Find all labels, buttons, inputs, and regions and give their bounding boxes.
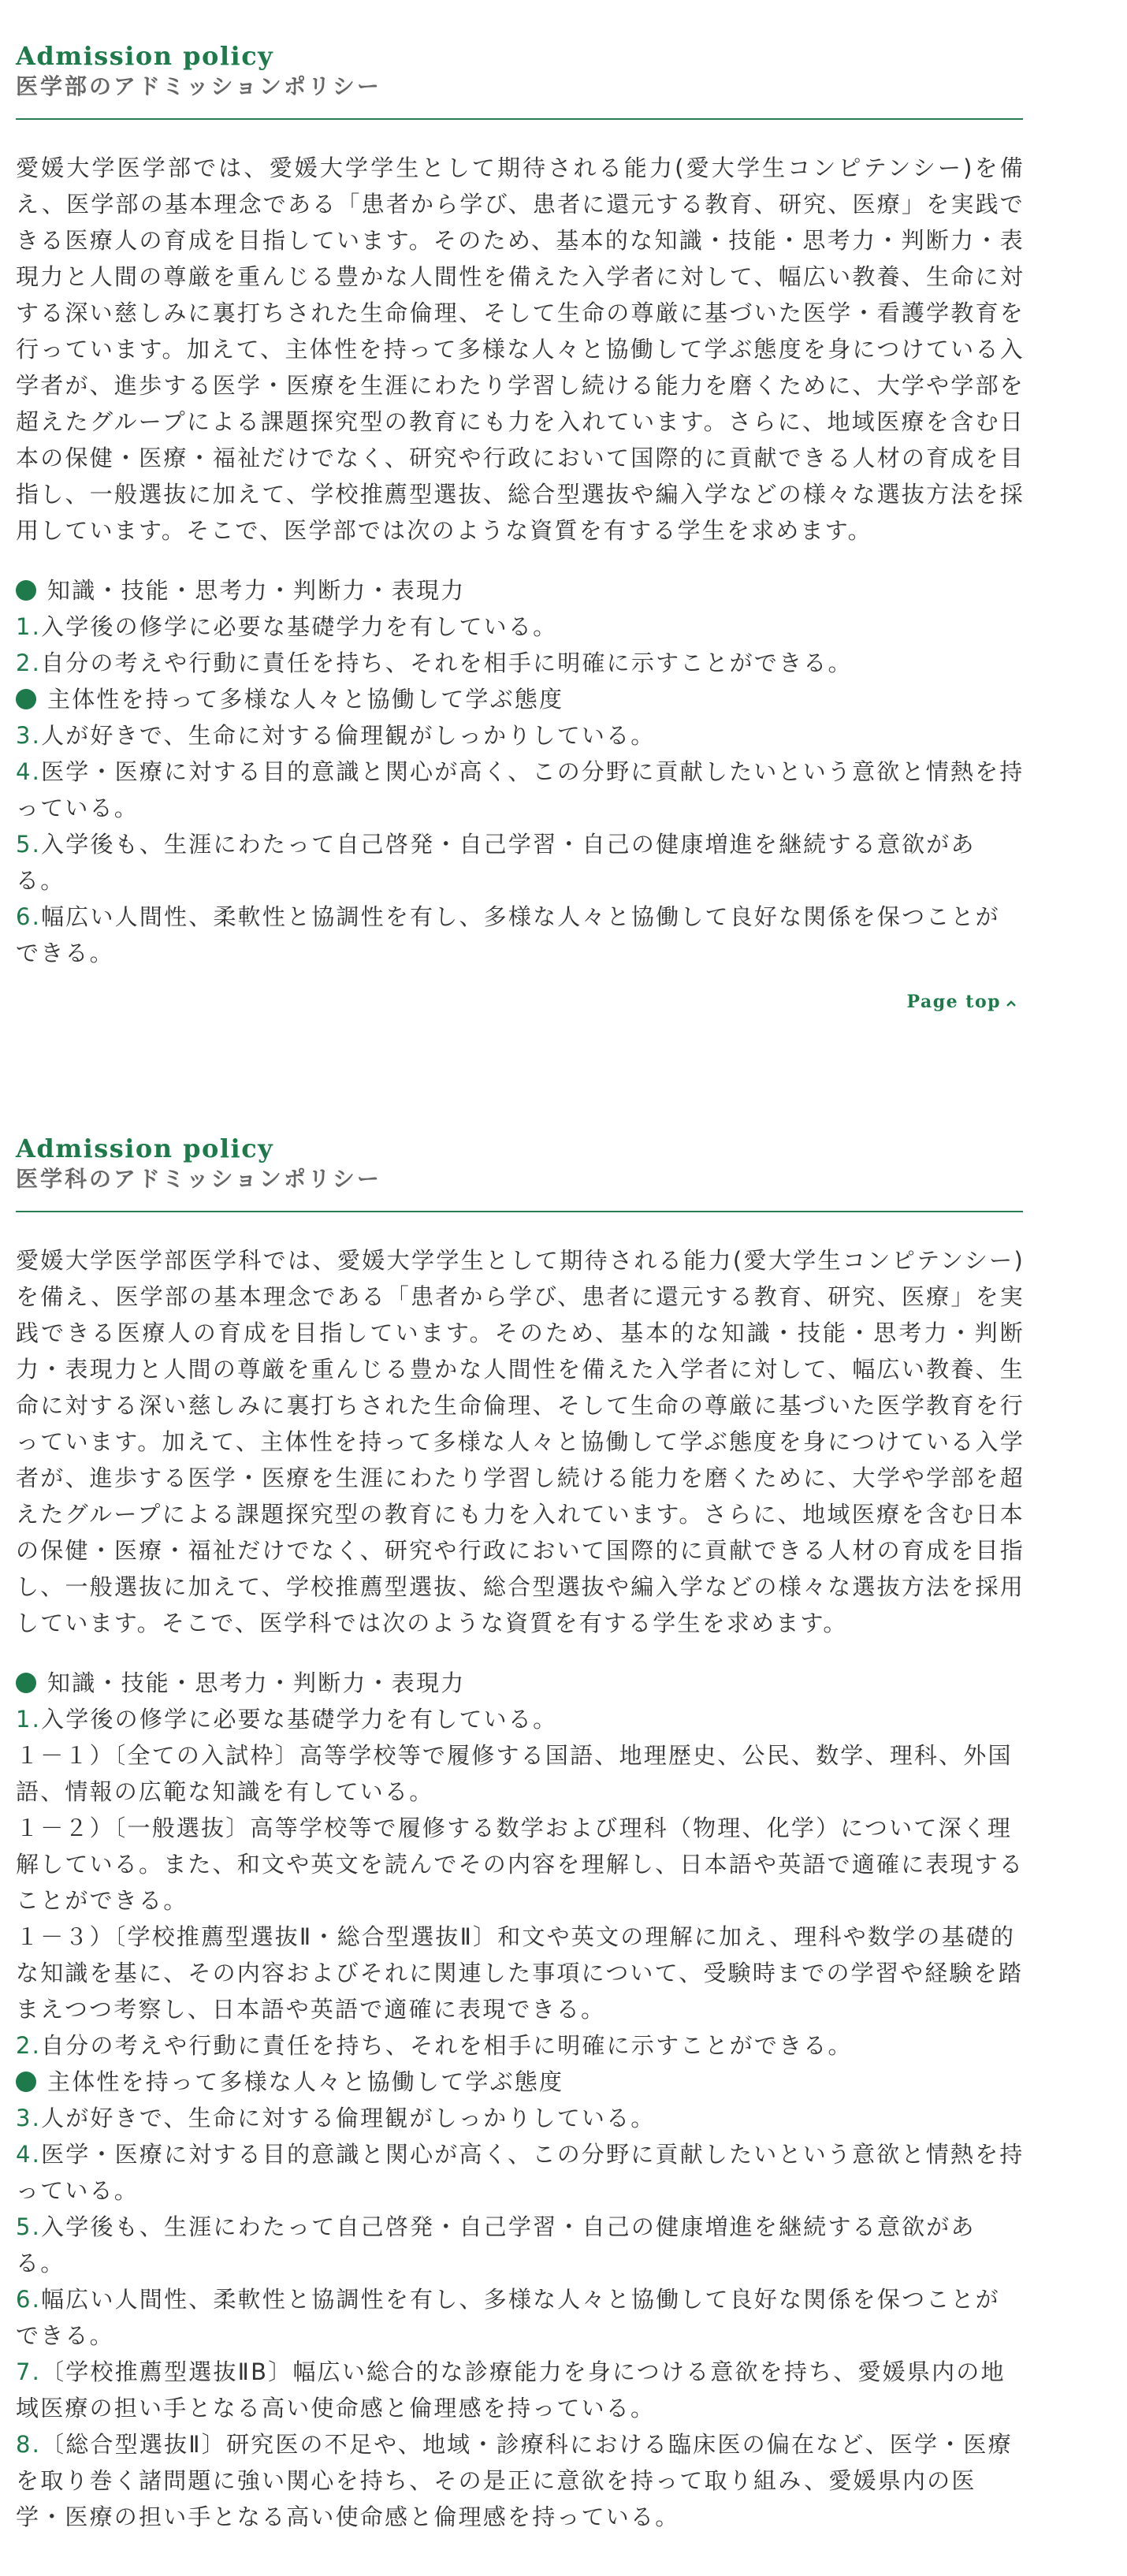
policy-list-item xyxy=(16,2100,1025,2136)
item-number: 6. xyxy=(16,903,42,930)
item-text: 自分の考えや行動に責任を持ち、それを相手に明確に示すことができる。 xyxy=(41,650,853,676)
item-text: 入学後の修学に必要な基礎学力を有している。 xyxy=(41,613,558,640)
section-intro-paragraph: 愛媛大学医学部医学科では、愛媛大学学生として期待される能力(愛大学生コンピテンシー)を備え、医学部の基本理念である「患者から学び、患者に還元する教育、研究、医療」を実践できる医療人の育成を目指しています。そのため、基本的な知識・技能・思考力・判断力・表現力と人間の尊厳を重んじる豊かな人間性を備えた入学者に対して、幅広い教養、生命に対する深い慈しみに裏打ちされた生命倫理、そして生命の尊厳に基づいた医学教育を行っています。加えて、主体性を持って多様な人々と協働して学ぶ態度を身につけている入学者が、進歩する医学・医療を生涯にわたり学習し続ける能力を磨くために、大学や学部を超えたグループによる課題探究型の教育にも力を入れています。さらに、地域医療を含む日本の保健・医療・福祉だけでなく、研究や行政において国際的に貢献できる人材の育成を目指し、一般選抜に加えて、学校推薦型選抜、総合型選抜や編入学などの様々な選抜方法を採用しています。そこで、医学科では次のような資質を有する学生を求めます。 xyxy=(16,1247,1025,1636)
policy-list xyxy=(16,572,1025,971)
admission-policy-faculty-section xyxy=(16,39,1025,1012)
policy-list-item xyxy=(16,2136,1025,2209)
item-text: １－２）〔一般選抜〕高等学校等で履修する数学および理科（物理、化学）について深く理解している。また、和文や英文を読んでその内容を理解し、日本語や英語で適確に表現することができる。 xyxy=(16,1815,1025,1914)
item-number: 6. xyxy=(16,2286,42,2313)
policy-list-item xyxy=(16,1701,1025,1737)
policy-list-item xyxy=(16,1737,1025,1810)
policy-list-item xyxy=(16,2209,1025,2281)
item-text: 自分の考えや行動に責任を持ち、それを相手に明確に示すことができる。 xyxy=(41,2032,853,2059)
chevron-up-icon xyxy=(1006,1000,1017,1007)
item-text: 知識・技能・思考力・判断力・表現力 xyxy=(47,577,466,604)
item-number: 2. xyxy=(16,2032,42,2059)
item-text: 〔学校推薦型選抜ⅡB〕幅広い総合的な診療能力を身につける意欲を持ち、愛媛県内の地域医療の担い手となる高い使命感と倫理感を持っている。 xyxy=(16,2358,1006,2422)
bullet-circle-icon xyxy=(16,580,36,601)
section-heading-ja: 医学科のアドミッションポリシー xyxy=(16,1166,381,1192)
section-intro-paragraph: 愛媛大学医学部では、愛媛大学学生として期待される能力(愛大学生コンピテンシー)を備え、医学部の基本理念である「患者から学び、患者に還元する教育、研究、医療」を実践できる医療人の育成を目指しています。そのため、基本的な知識・技能・思考力・判断力・表現力と人間の尊厳を重んじる豊かな人間性を備えた入学者に対して、幅広い教養、生命に対する深い慈しみに裏打ちされた生命倫理、そして生命の尊厳に基づいた医学・看護学教育を行っています。加えて、主体性を持って多様な人々と協働して学ぶ態度を身につけている入学者が、進歩する医学・医療を生涯にわたり学習し続ける能力を磨くために、大学や学部を超えたグループによる課題探究型の教育にも力を入れています。さらに、地域医療を含む日本の保健・医療・福祉だけでなく、研究や行政において国際的に貢献できる人材の育成を目指し、一般選抜に加えて、学校推薦型選抜、総合型選抜や編入学などの様々な選抜方法を採用しています。そこで、医学部では次のような資質を有する学生を求めます。 xyxy=(16,154,1025,544)
policy-list-item xyxy=(16,754,1025,826)
item-number: 3. xyxy=(16,2105,42,2131)
policy-list-item xyxy=(16,826,1025,899)
item-text: 〔総合型選抜Ⅱ〕研究医の不足や、地域・診療科における臨床医の偏在など、医学・医療を取り巻く諸問題に強い関心を持ち、その是正に意欲を持って取り組み、愛媛県内の医学・医療の担い手となる高い使命感と倫理感を持っている。 xyxy=(16,2431,1013,2530)
item-number: 8. xyxy=(16,2431,42,2458)
item-text: 主体性を持って多様な人々と協働して学ぶ態度 xyxy=(47,2068,564,2095)
section-heading-ja: 医学部のアドミッションポリシー xyxy=(16,73,381,99)
item-number: 3. xyxy=(16,722,42,749)
item-text: 入学後も、生涯にわたって自己啓発・自己学習・自己の健康増進を継続する意欲がある。 xyxy=(16,831,976,894)
section-divider xyxy=(16,118,1023,120)
item-number: 7. xyxy=(16,2358,42,2385)
item-text: 人が好きで、生命に対する倫理観がしっかりしている。 xyxy=(41,722,656,749)
admission-policy-medicine-section xyxy=(16,1132,1025,2535)
item-text: 医学・医療に対する目的意識と関心が高く、この分野に貢献したいという意欲と情熱を持っている。 xyxy=(16,2141,1025,2204)
policy-list-item xyxy=(16,2027,1025,2064)
item-number: 1. xyxy=(16,613,42,640)
policy-category-heading xyxy=(16,2064,1025,2100)
policy-category-heading xyxy=(16,572,1025,609)
item-number: 2. xyxy=(16,650,42,676)
item-text: １－１）〔全ての入試枠〕高等学校等で履修する国語、地理歴史、公民、数学、理科、外国語、情報の広範な知識を有している。 xyxy=(16,1742,1013,1805)
section-heading-en: Admission policy xyxy=(16,41,274,71)
section-divider xyxy=(16,1211,1023,1212)
item-text: １－３）〔学校推薦型選抜Ⅱ・総合型選抜Ⅱ〕和文や英文の理解に加え、理科や数学の基礎的な知識を基に、その内容およびそれに関連した事項について、受験時までの学習や経験を踏まえつつ考察し、日本語や英語で適確に表現できる。 xyxy=(16,1923,1024,2023)
item-number: 5. xyxy=(16,2213,42,2240)
item-text: 入学後も、生涯にわたって自己啓発・自己学習・自己の健康増進を継続する意欲がある。 xyxy=(16,2213,976,2276)
page-top-label: Page top xyxy=(906,992,1001,1012)
item-text: 主体性を持って多様な人々と協働して学ぶ態度 xyxy=(47,686,564,713)
policy-category-heading xyxy=(16,681,1025,717)
item-text: 幅広い人間性、柔軟性と協調性を有し、多様な人々と協働して良好な関係を保つことができる。 xyxy=(16,903,1000,966)
policy-list-item xyxy=(16,1810,1025,1919)
bullet-circle-icon xyxy=(16,689,36,709)
policy-list-item xyxy=(16,899,1025,971)
item-number: 5. xyxy=(16,831,42,858)
item-number: 1. xyxy=(16,1706,42,1733)
policy-list-item xyxy=(16,717,1025,754)
section-heading-en: Admission policy xyxy=(16,1134,274,1163)
policy-list-item xyxy=(16,2281,1025,2354)
policy-list-item xyxy=(16,609,1025,645)
policy-list-item xyxy=(16,1919,1025,2027)
item-text: 知識・技能・思考力・判断力・表現力 xyxy=(47,1670,466,1696)
item-text: 入学後の修学に必要な基礎学力を有している。 xyxy=(41,1706,558,1733)
policy-list-item xyxy=(16,645,1025,681)
item-number: 4. xyxy=(16,758,42,785)
policy-list-item xyxy=(16,2354,1025,2426)
item-text: 幅広い人間性、柔軟性と協調性を有し、多様な人々と協働して良好な関係を保つことができる。 xyxy=(16,2286,1000,2349)
page-top-link[interactable] xyxy=(907,992,1017,1012)
policy-category-heading xyxy=(16,1665,1025,1701)
item-number: 4. xyxy=(16,2141,42,2168)
policy-list xyxy=(16,1665,1025,2535)
item-text: 医学・医療に対する目的意識と関心が高く、この分野に貢献したいという意欲と情熱を持っている。 xyxy=(16,758,1025,821)
policy-list-item xyxy=(16,2426,1025,2535)
bullet-circle-icon xyxy=(16,1673,36,1693)
item-text: 人が好きで、生命に対する倫理観がしっかりしている。 xyxy=(41,2105,656,2131)
bullet-circle-icon xyxy=(16,2072,36,2092)
